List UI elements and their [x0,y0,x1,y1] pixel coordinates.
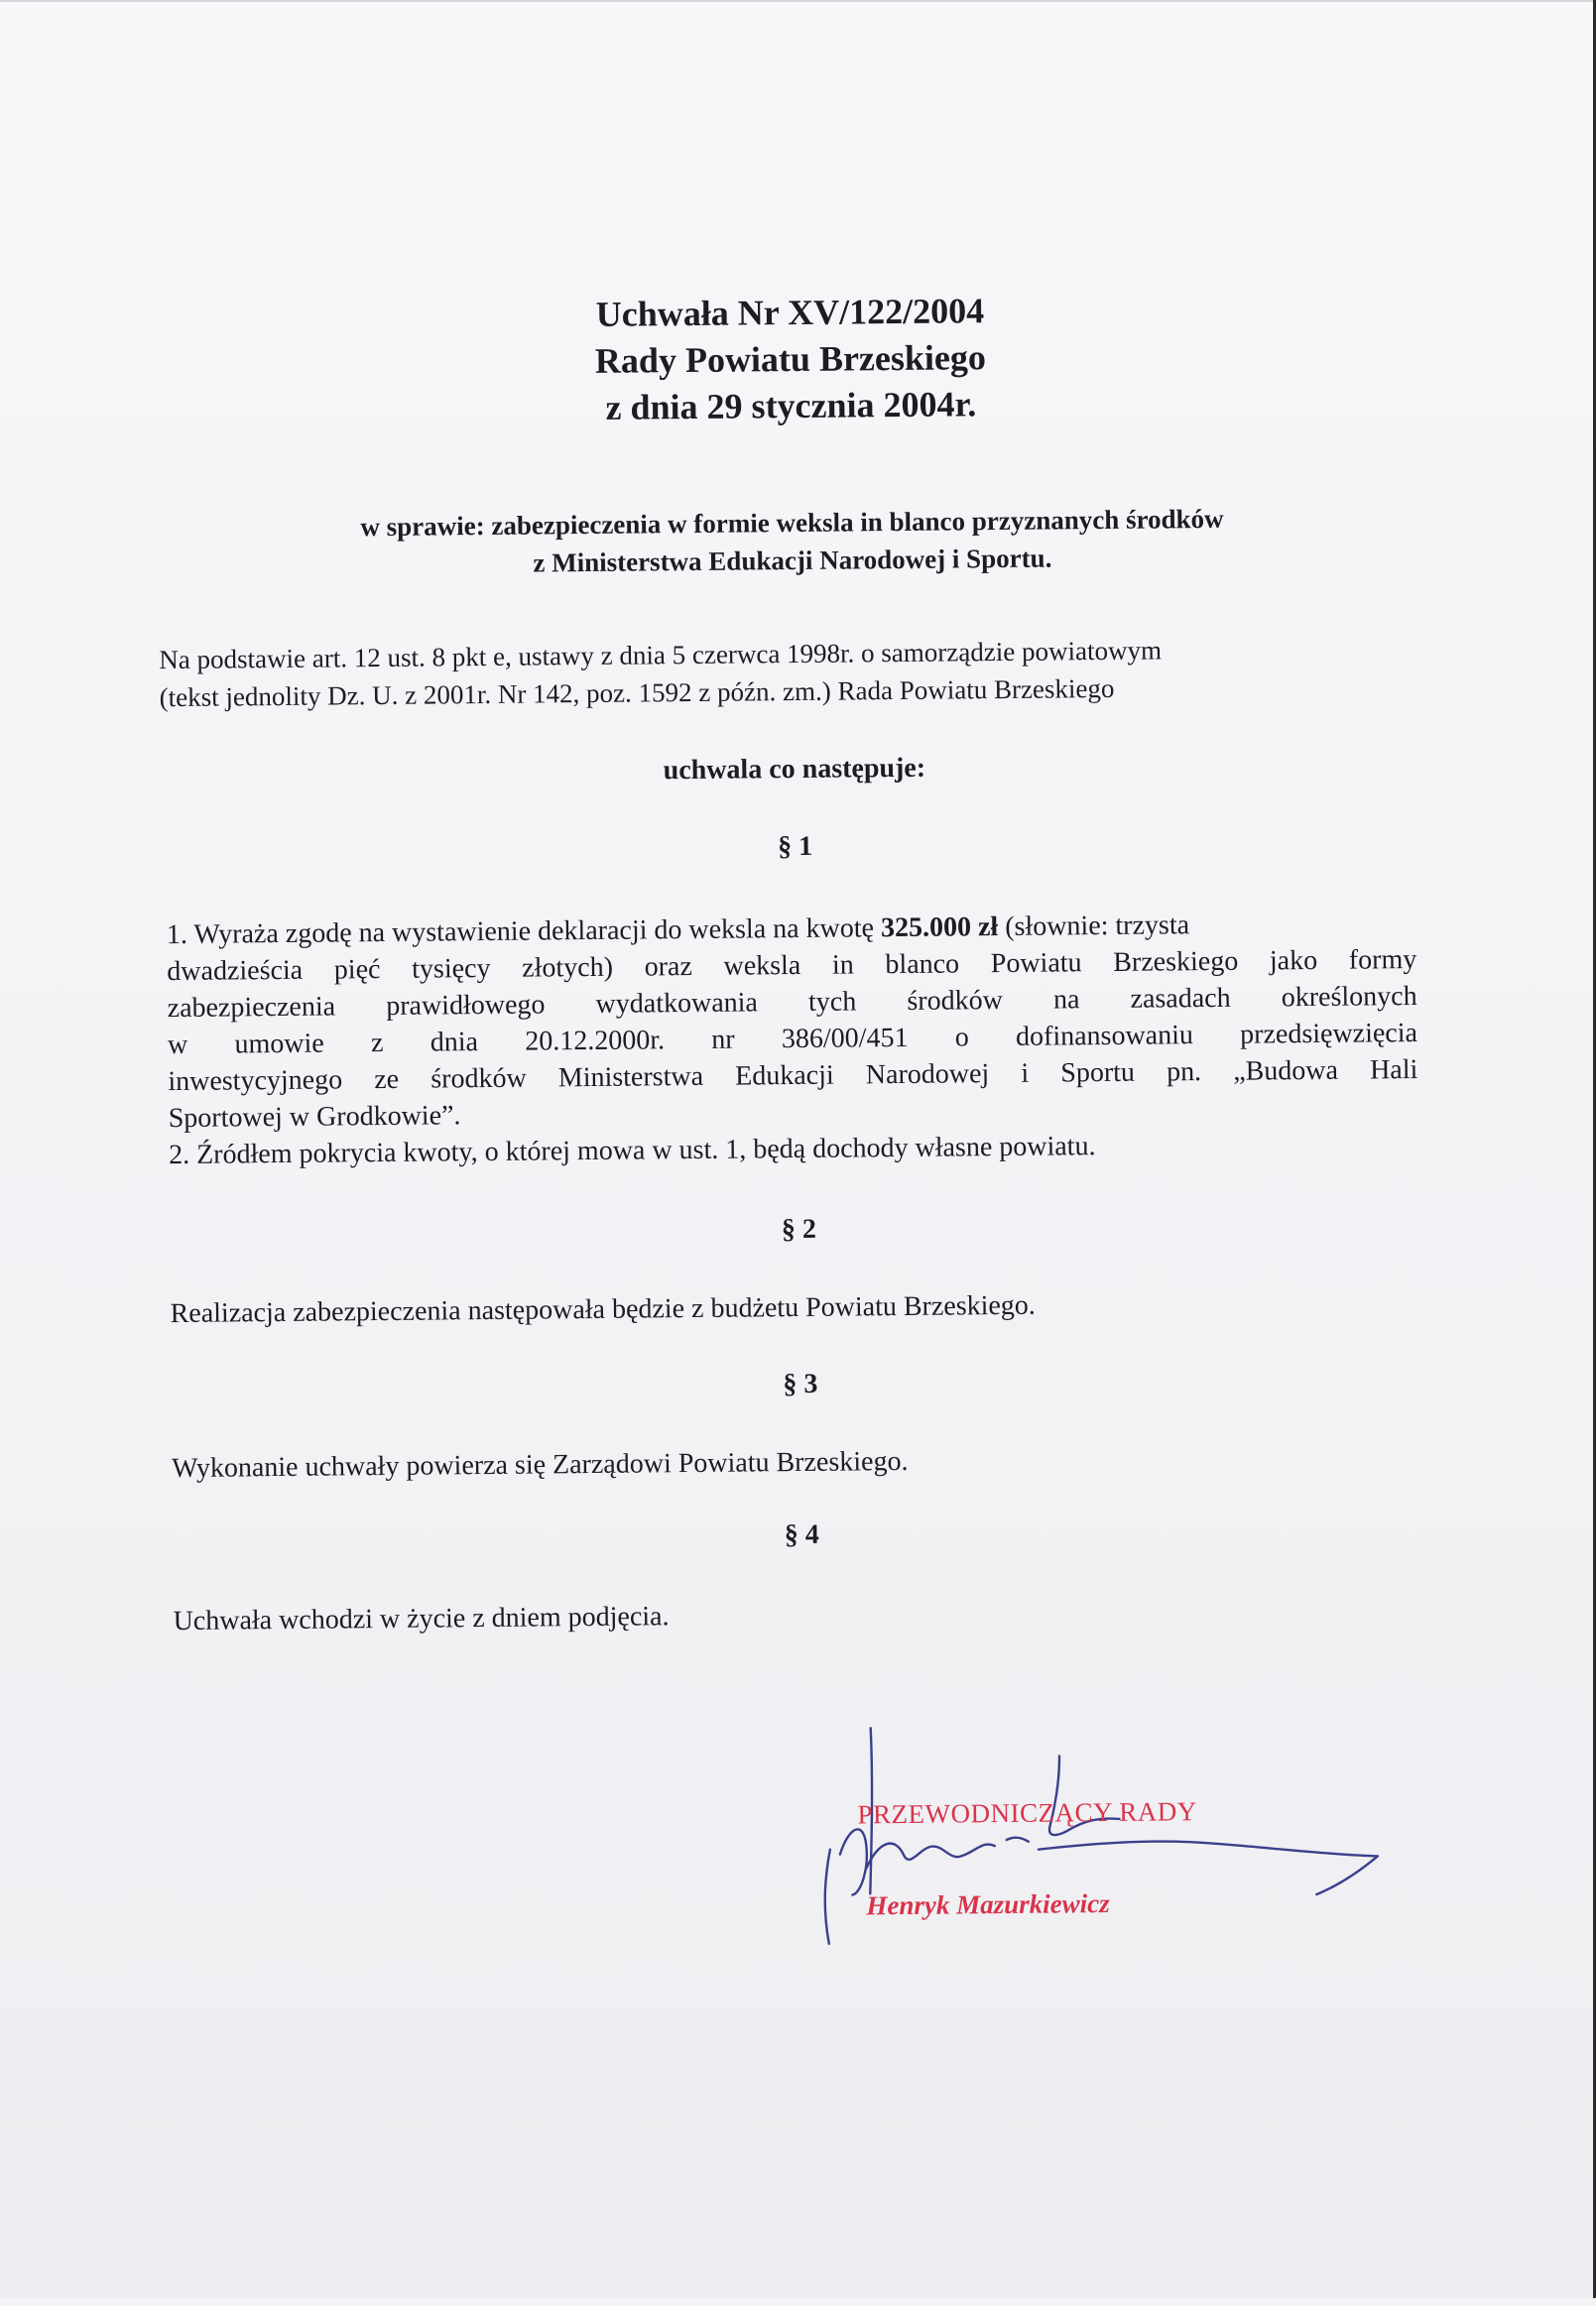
subject-line-2: z Ministerstwa Edukacji Narodowej i Sportu. [533,543,1052,578]
section-2-heading: § 2 [781,1213,817,1246]
legal-basis-line-2: (tekst jednolity Dz. U. z 2001r. Nr 142, poz. 1592 z późn. zm.) Rada Powiatu Brzeskiego [159,672,1115,713]
section-1-prefix: 1. Wyraża zgodę na wystawienie deklaracji do weksla na kwotę [166,912,882,951]
section-1-line-3: zabezpieczenia prawidłowego wydatkowania tych środków na zasadach określonych [167,981,1417,1025]
section-1-suffix: (słownie: trzysta [998,910,1190,943]
resolution-date: z dnia 29 stycznia 2004r. [605,384,977,427]
stamp-title: PRZEWODNICZĄCY RADY [857,1796,1197,1830]
resolution-title [0,282,1589,436]
section-1-heading: § 1 [778,830,813,863]
section-4-line: Uchwała wchodzi w życie z dniem podjęcia. [173,1601,670,1638]
resolution-subject [0,496,1591,586]
section-3-line: Wykonanie uchwały powierza się Zarządowi Powiatu Brzeskiego. [171,1445,909,1485]
legal-basis [159,629,1419,716]
section-1-line-5: inwestycyjnego ze środków Ministerstwa Edukacji Narodowej i Sportu pn. „Budowa Hali [168,1054,1418,1098]
signature-block [799,1715,1416,1959]
resolves-heading: uchwala co następuje: [663,752,926,787]
section-2-text [170,1283,1419,1332]
section-1-point-2: 2. Źródłem pokrycia kwoty, o której mowa w ust. 1, będą dochody własne powiatu. [168,1131,1096,1171]
subject-line-1: w sprawie: zabezpieczenia w formie weksla in blanco przyznanych środków [360,503,1224,543]
section-1-line-6: Sportowej w Grodkowie”. [168,1100,461,1135]
section-4-heading: § 4 [784,1518,819,1551]
section-1-line-4: w umowie z dnia 20.12.2000r. nr 386/00/451 o dofinansowaniu przedsięwzięcia [167,1018,1418,1061]
stamp-name: Henryk Mazurkiewicz [866,1888,1110,1921]
section-4-text [173,1591,1422,1639]
resolution-council: Rady Powiatu Brzeskiego [594,337,987,381]
section-3-heading: § 3 [783,1368,818,1400]
section-1-text [167,905,1418,1173]
section-3-text [172,1438,1421,1487]
handwritten-signature [799,1715,1416,1959]
section-1-amount: 325.000 zł [880,911,999,944]
section-1-line-2: dwadzieścia pięć tysięcy złotych) oraz weksla in blanco Powiatu Brzeskiego jako formy [167,944,1417,988]
resolution-number: Uchwała Nr XV/122/2004 [595,291,985,334]
section-2-line: Realizacja zabezpieczenia następowała będzie z budżetu Powiatu Brzeskiego. [170,1289,1037,1330]
legal-basis-line-1: Na podstawie art. 12 ust. 8 pkt e, ustawy z dnia 5 czerwca 1998r. o samorządzie powiatowym [159,635,1163,675]
